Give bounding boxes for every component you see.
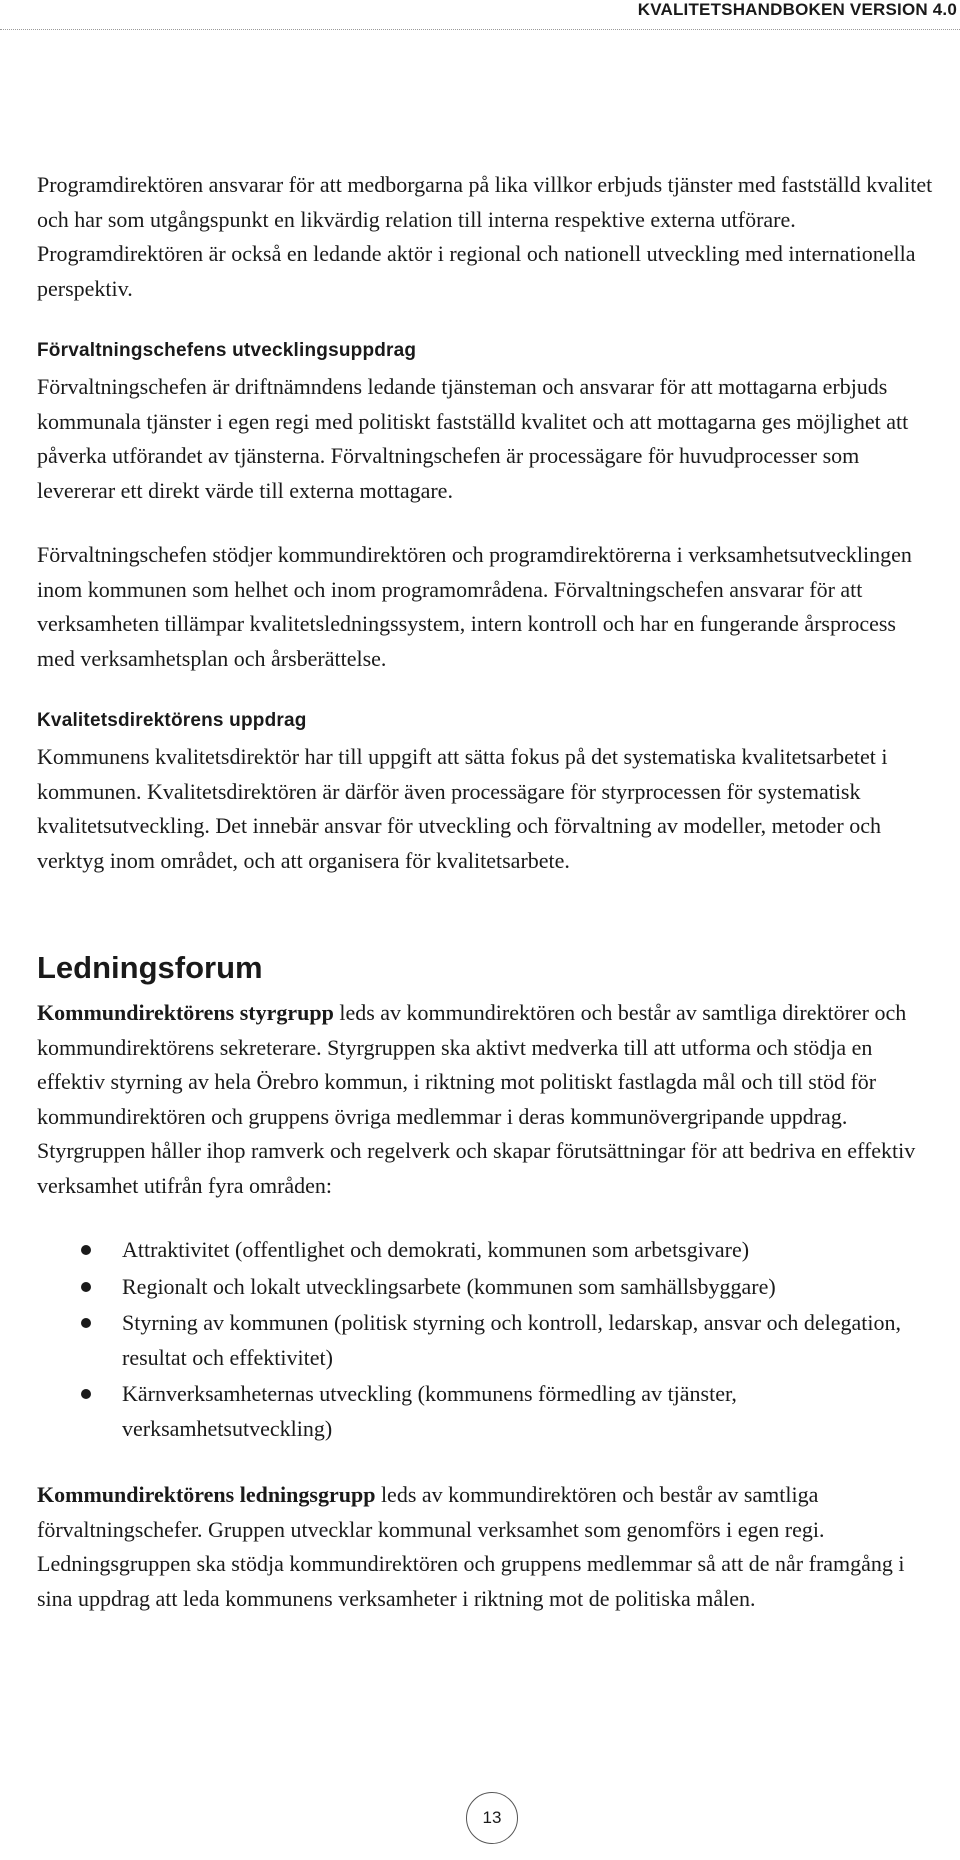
ledningsgrupp-description: leds av kommundirektören och består av samtliga förvaltningschefer. Gruppen utvecklar kommunal verksamhet som genomförs i egen regi. Ledningsgruppen ska stödja kommundirektören och gruppens medlemmar så att de når framgång i sina uppdrag att leda kommunens verksamheter i riktning mot de politiska målen.	[37, 1482, 905, 1611]
page-header	[0, 0, 960, 34]
list-item-text: Kärnverksamheternas utveckling (kommunens förmedling av tjänster, verksamhetsutveckling)	[122, 1381, 737, 1441]
forvaltning-paragraph-2: Förvaltningschefen stödjer kommundirektören och programdirektörerna i verksamhetsutvecklingen inom kommunen som helhet och inom programområdena. Förvaltningschefen ansvarar för att verksamheten tillämpar kvalitetsledningssystem, intern kontroll och har en fungerande årsprocess med verksamhetsplan och årsberättelse.	[37, 542, 912, 671]
kvalitet-paragraph: Kommunens kvalitetsdirektör har till uppgift att sätta fokus på det systematiska kvalitetsarbetet i kommunen. Kvalitetsdirektören är därför även processägare för styrprocessen för systematisk kvalitetsutveckling. Det innebär ansvar för utveckling och förvaltning av modeller, metoder och verktyg inom området, och att organisera för kvalitetsarbete.	[37, 744, 888, 873]
forvaltning-paragraph-1: Förvaltningschefen är driftnämndens ledande tjänsteman och ansvarar för att mottagarna erbjuds kommunala tjänster i egen regi med politiskt fastställd kvalitet och att mottagarna ges möjlighet att påverka utförandet av tjänsterna. Förvaltningschefen är processägare för huvudprocesser som levererar ett direkt värde till externa mottagare.	[37, 374, 909, 503]
ledningsgrupp-term: Kommundirektörens ledningsgrupp	[37, 1482, 376, 1507]
ledningsforum-heading: Ledningsforum	[37, 950, 263, 985]
ledningsgrupp-paragraph	[37, 1478, 937, 1616]
list-item	[37, 1270, 937, 1305]
forvaltning-heading: Förvaltningschefens utvecklingsuppdrag	[37, 340, 417, 361]
document-title: KVALITETSHANDBOKEN VERSION 4.0	[637, 0, 957, 19]
list-item-text: Attraktivitet (offentlighet och demokrati, kommunen som arbetsgivare)	[122, 1237, 750, 1262]
list-item	[37, 1233, 937, 1268]
styrgrupp-term: Kommundirektörens styrgrupp	[37, 1000, 334, 1025]
page-content	[37, 168, 937, 1616]
page-number: 13	[466, 1792, 518, 1844]
list-item-text: Regionalt och lokalt utvecklingsarbete (kommunen som samhällsbyggare)	[122, 1273, 776, 1299]
list-item	[37, 1377, 937, 1446]
list-item-text: Styrning av kommunen (politisk styrning och kontroll, ledarskap, ansvar och delegation, resultat och effektivitet)	[122, 1310, 902, 1370]
intro-paragraph: Programdirektören ansvarar för att medborgarna på lika villkor erbjuds tjänster med fastställd kvalitet och har som utgångspunkt en likvärdig relation till interna respektive externa utförare. Programdirektören är också en ledande aktör i regional och nationell utveckling med internationella perspektiv.	[37, 172, 933, 301]
bullet-icon	[81, 1282, 91, 1292]
kvalitet-heading: Kvalitetsdirektörens uppdrag	[37, 710, 307, 731]
header-divider	[0, 29, 960, 30]
list-item	[37, 1306, 937, 1375]
styrgrupp-description: leds av kommundirektören och består av samtliga direktörer och kommundirektörens sekreterare. Styrgruppen ska aktivt medverka till att utforma och stödja en effektiv styrning av hela Örebro kommun, i riktning mot politiskt fastlagda mål och till stöd för kommundirektören och gruppens övriga medlemmar i deras kommunövergripande uppdrag. Styrgruppen håller ihop ramverk och regelverk och skapar förutsättningar för att bedriva en effektiv verksamhet utifrån fyra områden:	[37, 1000, 916, 1198]
styrgrupp-paragraph	[37, 996, 937, 1203]
bullet-icon	[81, 1389, 91, 1399]
bullet-icon	[81, 1245, 91, 1255]
focus-areas-list	[37, 1233, 937, 1446]
bullet-icon	[81, 1318, 91, 1328]
